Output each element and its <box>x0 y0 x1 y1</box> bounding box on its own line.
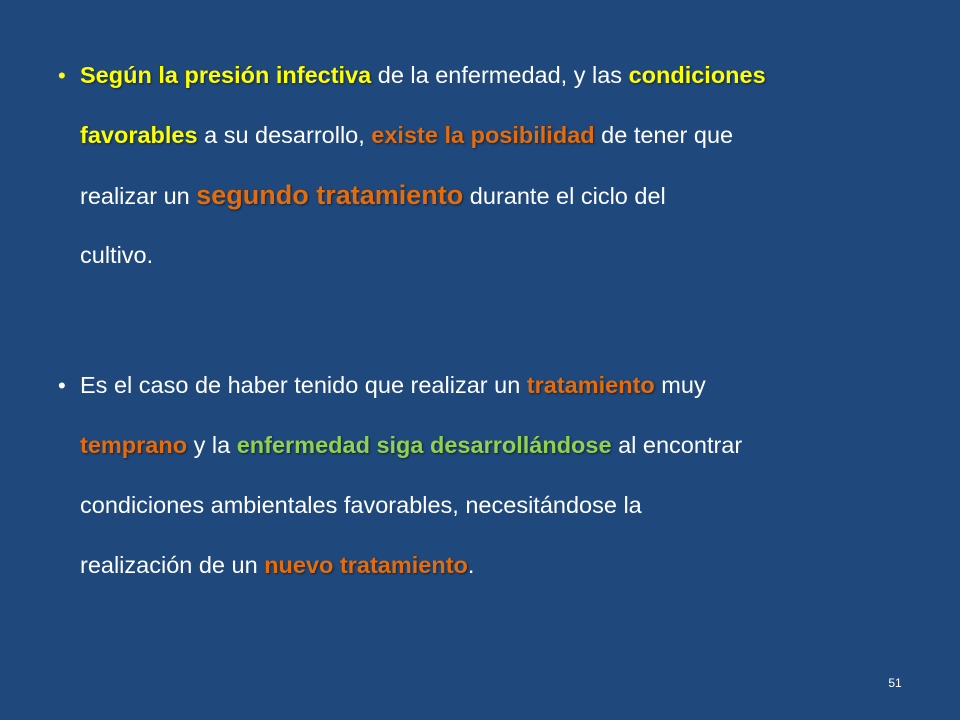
bullet-1-line-3 <box>80 180 890 240</box>
body-text: realizar un <box>80 183 197 209</box>
highlight-text: favorables <box>80 122 198 148</box>
body-text: y la <box>187 432 237 458</box>
bullet-2-line-4 <box>80 550 890 610</box>
highlight-text: nuevo tratamiento <box>264 552 468 578</box>
body-text: Es el caso de haber tenido que realizar un <box>80 372 527 398</box>
body-text: de la enfermedad, y las <box>371 62 629 88</box>
highlight-text: existe la posibilidad <box>371 122 595 148</box>
body-text: condiciones ambientales favorables, necesitándose la <box>80 492 642 518</box>
highlight-text: tratamiento <box>526 372 655 398</box>
bullet-icon: • <box>58 63 66 88</box>
body-text: . <box>467 552 475 578</box>
body-text: a su desarrollo, <box>197 122 372 148</box>
highlight-text: temprano <box>80 432 188 458</box>
highlight-text: enfermedad siga desarrollándose <box>236 432 612 458</box>
highlight-text: condiciones <box>628 62 766 88</box>
bullet-2-line-1 <box>80 370 890 430</box>
body-text: cultivo. <box>80 242 154 268</box>
highlight-text: Según la presión infectiva <box>80 62 372 88</box>
bullet-item-2 <box>58 370 890 610</box>
page-number: 51 <box>888 676 902 690</box>
bullet-2-line-2 <box>80 430 890 490</box>
bullet-1-line-2 <box>80 120 890 180</box>
highlight-text: segundo tratamiento <box>196 180 464 210</box>
body-text: al encontrar <box>611 432 743 458</box>
body-text: muy <box>654 372 706 398</box>
body-text: realización de un <box>80 552 265 578</box>
bullet-icon: • <box>58 373 66 398</box>
bullet-2-line-3 <box>80 490 890 550</box>
body-text: durante el ciclo del <box>463 183 666 209</box>
bullet-1-line-4 <box>80 240 890 300</box>
bullet-1-line-1 <box>80 60 890 120</box>
bullet-item-1 <box>58 60 890 300</box>
body-text: de tener que <box>594 122 734 148</box>
